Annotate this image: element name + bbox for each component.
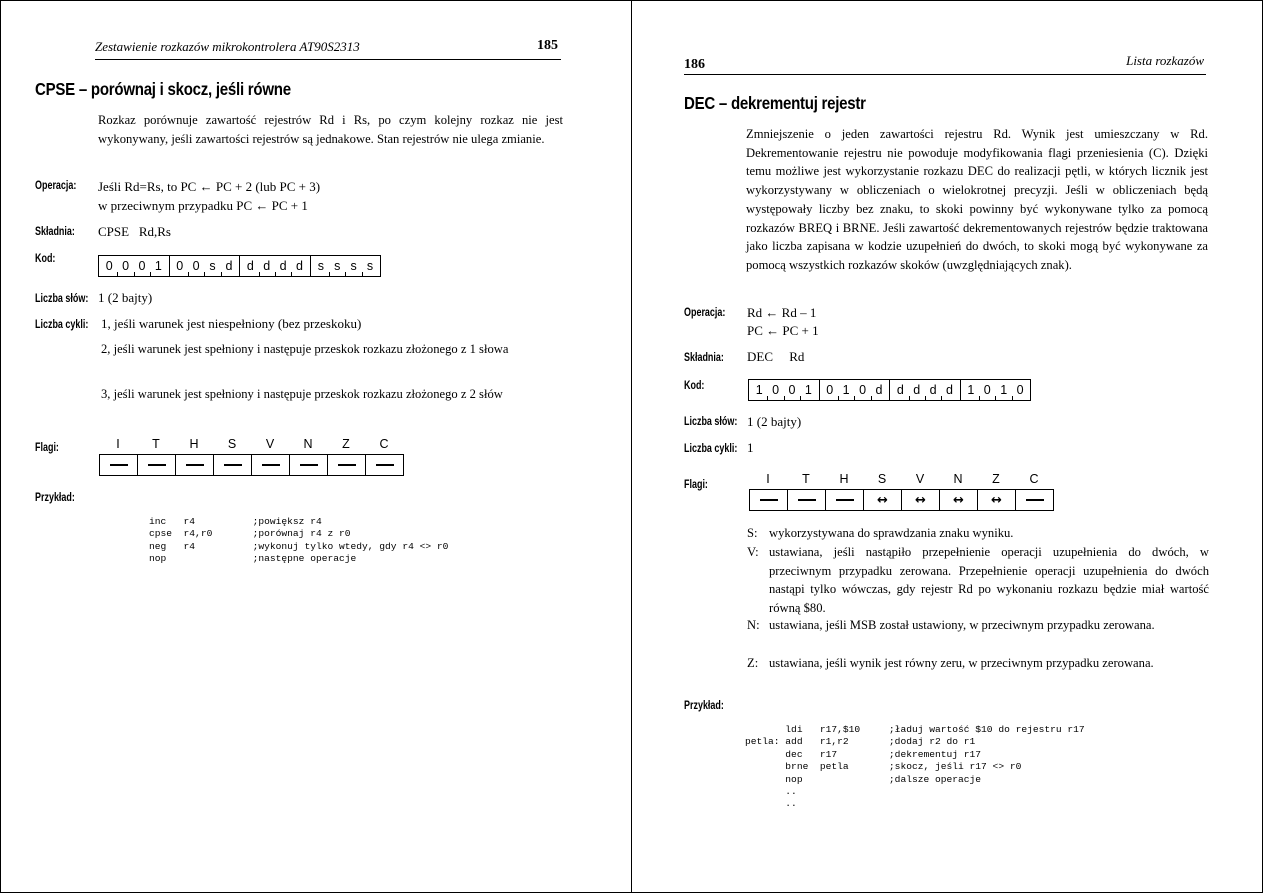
opcode-bit: 1 [963,380,979,400]
flag-name: V [915,472,925,486]
flags-table [749,472,1054,511]
flag-name: V [265,437,275,451]
cycles-value: 1 [747,440,754,455]
flag-name: Z [992,472,1000,486]
flag-modified-icon: ↔ [977,490,1015,510]
flag-note [747,524,1209,543]
flag-name: S [877,472,887,486]
code-label: Kod: [684,380,705,392]
flag-unchanged [365,455,403,475]
flag-name: N [303,437,313,451]
flag-note-key: N: [747,618,760,632]
opcode-bit: 0 [822,380,838,400]
opcode-nibble [749,380,819,400]
flag-unchanged [1015,490,1053,510]
header-rule [684,74,1206,75]
example-code [745,724,1085,811]
cycles-item [101,385,563,404]
flag-name: Z [342,437,350,451]
flag-unchanged [137,455,175,475]
opcode-bit: 1 [804,383,812,397]
flag-unchanged [100,455,137,475]
left-page [0,0,631,893]
opcode-diagram [748,379,1031,401]
code-label: Kod: [35,253,56,265]
flags-label: Flagi: [35,442,59,454]
opcode-bit: 0 [784,380,800,400]
opcode-box [98,255,381,277]
flag-unchanged [175,455,213,475]
page-number: 186 [684,57,705,72]
flag-name: H [189,437,199,451]
opcode-bit: d [259,256,275,276]
operation-label: Operacja: [35,180,77,192]
opcode-bit: s [204,256,220,276]
opcode-bit: 0 [117,256,133,276]
flag-name: T [152,437,160,451]
opcode-bit: s [345,256,361,276]
opcode-bit: d [275,256,291,276]
cycles-label: Liczba cykli: [684,443,738,455]
opcode-bit: 1 [995,380,1011,400]
operation-line: PC ← PC + 1 [747,323,819,338]
opcode-bit: d [909,380,925,400]
code-line: petla: add r1,r2 ;dodaj r2 do r1 [745,736,976,748]
flag-unchanged [750,490,787,510]
code-line: .. [745,798,797,810]
flag-note-text: ustawiana, jeśli wynik jest równy zeru, w przeciwnym przypadku zerowana. [769,656,1154,670]
flag-names [749,472,1054,486]
flag-note [747,654,1209,692]
flag-unchanged [825,490,863,510]
code-line: neg r4 ;wykonuj tylko wtedy, gdy r4 <> r0 [149,540,449,552]
words-value: 1 (2 bajty) [98,290,153,305]
cycles-label: Liczba cykli: [35,319,89,331]
flag-unchanged [787,490,825,510]
operation-label: Operacja: [684,307,726,319]
flag-name: C [1029,472,1039,486]
flag-unchanged [213,455,251,475]
opcode-bit: 0 [134,256,150,276]
example-label: Przykład: [35,492,75,504]
opcode-bit: d [892,380,908,400]
flag-note [747,616,1209,654]
running-header: Zestawienie rozkazów mikrokontrolera AT90S2313 [95,39,360,54]
syntax-value: DEC Rd [747,349,805,364]
opcode-bit: d [946,383,953,397]
opcode-nibble [99,256,169,276]
flag-unchanged [289,455,327,475]
cycles-item: 1, jeśli warunek jest niespełniony (bez przeskoku) [101,316,362,331]
running-header: Lista rozkazów [1126,53,1204,68]
flag-modified-icon: ↔ [939,490,977,510]
opcode-nibble [169,256,240,276]
flag-unchanged [251,455,289,475]
opcode-nibble [819,380,890,400]
code-line: nop ;następne operacje [149,553,357,565]
opcode-bit: 1 [154,259,162,273]
opcode-bit: d [296,259,303,273]
flag-modified-icon: ↔ [863,490,901,510]
opcode-bit: d [225,259,233,273]
header-rule [95,59,561,60]
flag-note-text: wykorzystywana do sprawdzania znaku wyniku. [769,526,1014,540]
code-line: dec r17 ;dekrementuj r17 [745,748,982,760]
flag-name: N [953,472,963,486]
flag-modified-icon: ↔ [901,490,939,510]
section-title: CPSE – porównaj i skocz, jeśli równe [35,79,291,99]
right-page [631,0,1263,893]
intro-paragraph: Rozkaz porównuje zawartość rejestrów Rd i Rs, po czym kolejny rozkaz nie jest wykonywany, jeśli zawartości rejestrów są jednakowe. Stan rejestrów nie ulega zmianie. [98,113,563,146]
code-line: inc r4 ;powiększ r4 [149,516,322,527]
cycles-item-text: 3, jeśli warunek jest spełniony i następuje przeskok rozkazu złożonego z 2 słów [101,387,503,401]
flag-states [99,454,404,476]
page-number: 185 [537,38,558,53]
opcode-diagram [98,255,381,277]
opcode-bit: 1 [838,380,854,400]
opcode-bit: s [313,256,329,276]
opcode-bit: d [925,380,941,400]
syntax-label: Składnia: [35,226,75,238]
opcode-nibble [310,256,381,276]
syntax-value: CPSE Rd,Rs [98,224,171,239]
code-line: nop ;dalsze operacje [745,773,982,785]
flag-name: I [766,472,770,486]
flag-note-text: ustawiana, jeśli MSB został ustawiony, w przeciwnym przypadku zerowana. [769,618,1155,632]
example-code [149,516,448,566]
code-line: .. [745,786,797,798]
flag-name: I [116,437,120,451]
words-label: Liczba słów: [35,293,89,305]
opcode-nibble [239,256,310,276]
code-line: cpse r4,r0 ;porównaj r4 z r0 [149,528,351,540]
flag-name: S [227,437,237,451]
code-line: ldi r17,$10 ;ładuj wartość $10 do rejestru r17 [745,724,1085,735]
opcode-bit: 0 [979,380,995,400]
flag-name: H [839,472,849,486]
flag-note-key: Z: [747,656,759,670]
opcode-bit: 0 [854,380,870,400]
syntax-label: Składnia: [684,352,724,364]
operation-line: Rd ← Rd – 1 [747,305,817,320]
flag-names [99,437,404,451]
opcode-bit: s [366,259,374,273]
code-line: brne petla ;skocz, jeśli r17 <> r0 [745,761,1022,773]
words-label: Liczba słów: [684,416,738,428]
opcode-bit: 1 [751,380,767,400]
operation-line: Jeśli Rd=Rs, to PC ← PC + 2 (lub PC + 3) [98,179,321,194]
flag-unchanged [327,455,365,475]
flags-table [99,437,404,476]
flag-name: T [802,472,810,486]
flag-name: C [379,437,389,451]
operation-line: w przeciwnym przypadku PC ← PC + 1 [98,198,308,213]
opcode-bit: 0 [767,380,783,400]
flag-note [747,543,1209,619]
opcode-bit: 0 [101,256,117,276]
opcode-bit: 0 [172,256,188,276]
opcode-nibble [960,380,1031,400]
opcode-box [748,379,1031,401]
section-title: DEC – dekrementuj rejestr [684,93,866,113]
opcode-nibble [889,380,960,400]
opcode-bit: 0 [188,256,204,276]
flags-label: Flagi: [684,479,708,491]
opcode-bit: 0 [1016,383,1024,397]
cycles-item-text: 2, jeśli warunek jest spełniony i następuje przeskok rozkazu złożonego z 1 słowa [101,342,509,356]
words-value: 1 (2 bajty) [747,414,802,429]
flag-note-text: ustawiana, jeśli nastąpiło przepełnienie operacji uzupełnienia do dwóch, w przeciwnym przypadku zerowana. Przepełnienie operacji uzupełnienia do dwóch nastąpi tylko wówczas, gdy rejestr Rd po wykonaniu rozkazu będzie miał wartość równą $80. [769,545,1209,615]
intro-paragraph: Zmniejszenie o jeden zawartości rejestru Rd. Wynik jest umieszczany w Rd. Dekrementowanie rejestru nie powoduje modyfikowania flagi przeniesienia (C). Dzięki temu możliwe jest wykorzystanie rozkazu DEC do realizacji pętli, w których licznik jest wykorzystywany w obliczeniach o wielokrotnej precyzji. Jeśli w obliczeniach będą występowały liczby bez znaku, to skoki powinny być wykonywane tylko za pomocą rozkazów BREQ i BRNE. Jeśli zawartość dekrementowanych rejestrów będzie traktowana jako liczba zapisana w kodzie uzupełnień do dwóch, to skoki mogą być wykonywane za pomocą wszystkich rozkazów skoków (uwzględniających znak). [746,127,1208,272]
flag-note-key: S: [747,526,758,540]
opcode-bit: d [875,383,883,397]
opcode-bit: s [329,256,345,276]
example-label: Przykład: [684,700,724,712]
opcode-bit: d [242,256,258,276]
flag-states [749,489,1054,511]
flag-note-key: V: [747,545,759,559]
